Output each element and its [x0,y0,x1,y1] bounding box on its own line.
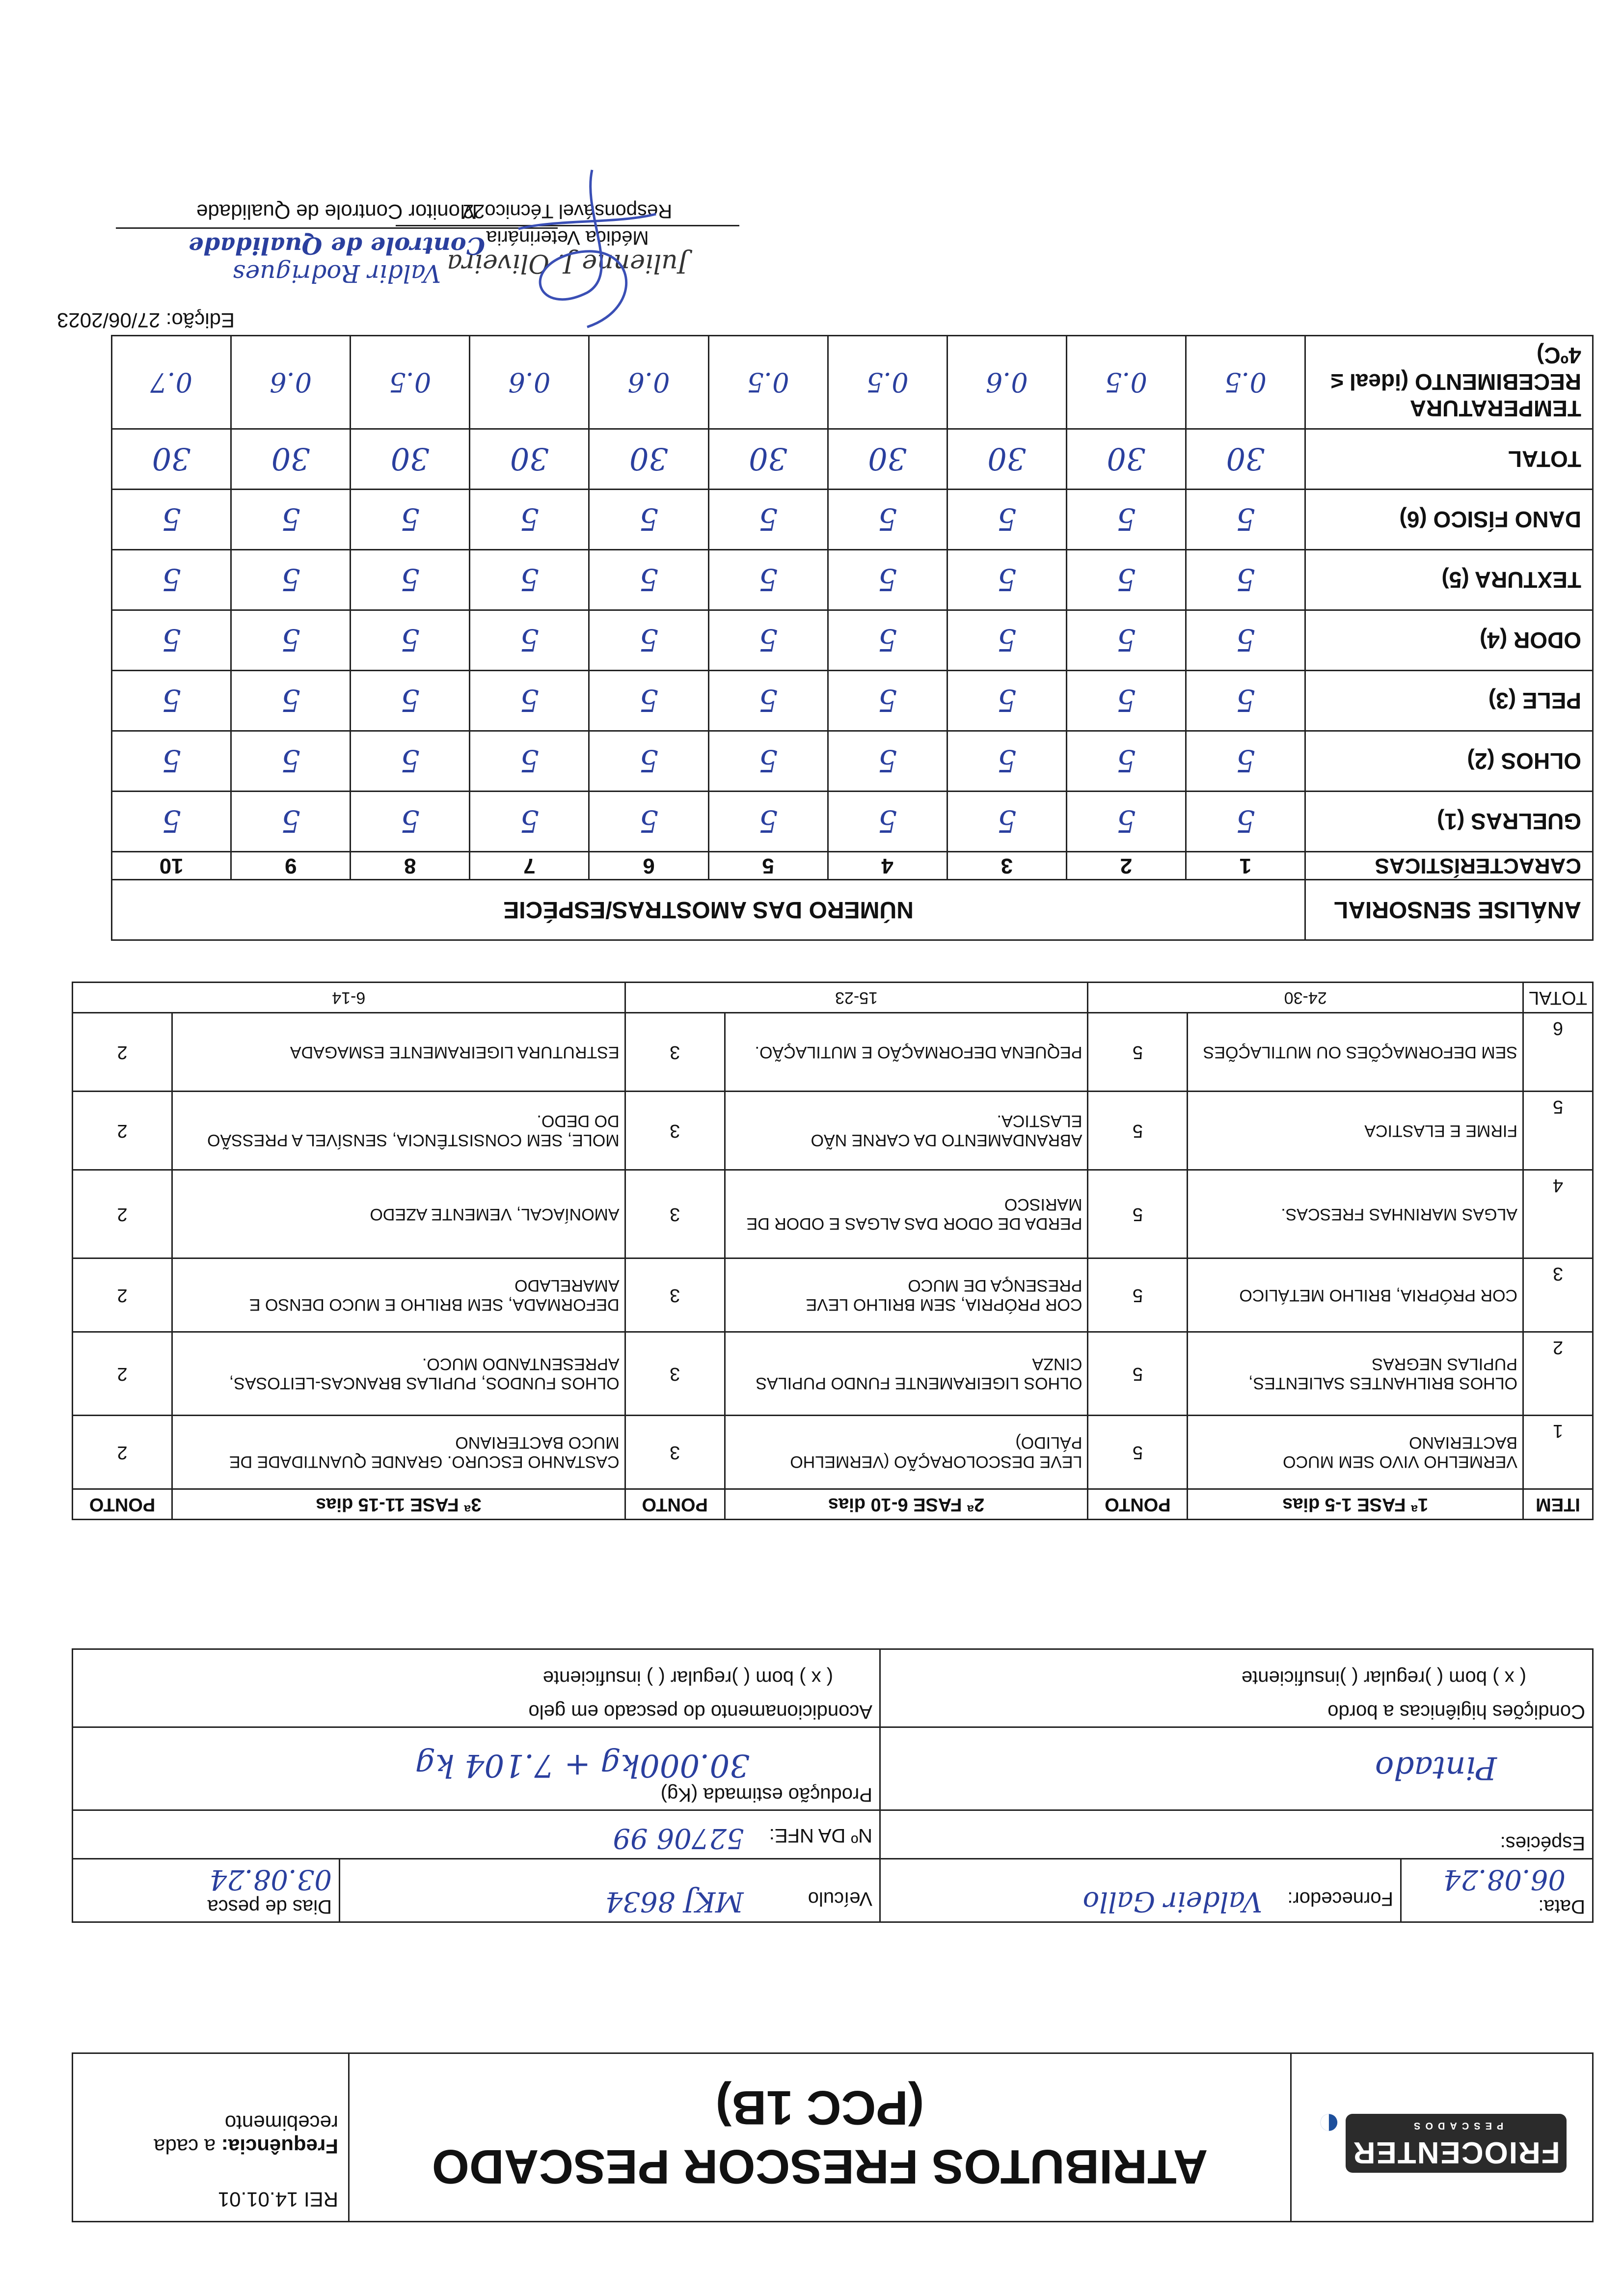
score-cell[interactable]: 5 [947,550,1066,610]
characteristics-label: CARACTERÍSTICAS [1305,852,1593,880]
score-cell[interactable]: 5 [708,550,828,610]
ice-options[interactable]: ( x ) bom ( )regular ( ) insuficiente [542,1667,833,1689]
date-label: Data: [1538,1896,1585,1917]
vet-role: Médica Veterinária [486,227,649,248]
score-cell[interactable]: 5 [589,610,708,671]
table-row [73,1013,1593,1092]
score-cell[interactable]: 5 [947,610,1066,671]
score-cell[interactable]: 5 [1186,610,1305,671]
hygiene-options[interactable]: ( x ) bom ( )regular ( )insuficiente [1241,1667,1526,1689]
score-cell[interactable]: 5 [1186,792,1305,852]
samples-title: NÚMERO DAS AMOSTRAS/ESPÉCIE [112,880,1305,940]
total-cell[interactable]: 30 [947,429,1066,490]
species-label: Espécies: [1500,1832,1585,1854]
phase-3-point: 2 [73,1092,172,1170]
phase-3-text: OLHOS FUNDOS, PUPILAS BRANCAS-LEITOSAS, APRESENTANDO MUCO. [172,1332,625,1416]
score-cell[interactable]: 5 [231,490,351,550]
item-number: 3 [1523,1258,1593,1332]
table-row [73,1258,1593,1332]
logo-text: FRIOCENTER [1352,2135,1560,2169]
total-cell[interactable]: 30 [231,429,351,490]
title-line-2: (PCC 1B) [715,2081,924,2135]
total-cell[interactable]: 30 [351,429,470,490]
form-code: REI 14.01.01 [217,2188,338,2211]
phase-2-text: PEQUENA DEFORMAÇÃO E MUTILAÇÃO. [725,1013,1088,1092]
form-header [72,2052,1594,2222]
hygiene-label: Condições higiênicas a bordo [1327,1701,1585,1722]
score-cell[interactable]: 5 [351,550,470,610]
nfe-label: Nº DA NFE: [769,1825,872,1846]
phase-3-text: MOLE, SEM CONSISTÊNCIA, SENSÍVEL A PRESSÃO DO DEDO. [172,1092,625,1170]
score-cell[interactable]: 5 [231,792,351,852]
supplier-value[interactable]: Valdeir Gallo [1082,1886,1263,1917]
vehicle-label: Veículo [808,1888,872,1910]
phase-2-point: 3 [625,1416,725,1489]
fishing-days-value[interactable]: 03.08.24 [209,1863,332,1895]
sensory-row-eyes [112,731,1593,792]
species-value[interactable]: Pintado [1375,1749,1497,1786]
total-range-row [73,983,1593,1013]
score-cell[interactable]: 5 [1066,550,1186,610]
phase-2-point: 3 [625,1258,725,1332]
logo-subtext: PESCADOS [1409,2120,1504,2131]
sensory-analysis-table [111,335,1594,941]
score-cell[interactable]: 5 [470,550,589,610]
info-table [72,1648,1594,1923]
nfe-value[interactable]: 52706 99 [613,1822,744,1854]
phase-3-text: CASTANHO ESCURO. GRANDE QUANTIDADE DE MUCO BACTERIANO [172,1416,625,1489]
score-cell[interactable]: 5 [112,792,231,852]
score-cell[interactable]: 5 [947,490,1066,550]
phase-2-point: 3 [625,1332,725,1416]
temperature-cell[interactable]: 0.5 [1186,336,1305,429]
phase-2-text: OLHOS LIGEIRAMENTE FUNDO PUPILAS CINZA [725,1332,1088,1416]
sample-number: 3 [947,852,1066,880]
phase-1-text: ALGAS MARINHAS FRESCAS. [1188,1170,1523,1258]
score-cell[interactable]: 5 [112,490,231,550]
fish-icon: ◐ [1317,2103,1341,2147]
table-row [73,1092,1593,1170]
sample-number: 9 [231,852,351,880]
logo-cell [1291,2053,1593,2222]
company-logo [1346,2114,1567,2173]
phase-3-text: AMONÍACAL, VEMENTE AZEDO [172,1170,625,1258]
col-point-3: PONTO [73,1489,172,1520]
sensory-row-physical-damage [112,490,1593,550]
score-cell[interactable]: 5 [1186,731,1305,792]
monitor-signature: Valdir Rodrigues [232,259,441,288]
phase-1-text: SEM DEFORMAÇÕES OU MUTILAÇÕES [1188,1013,1523,1092]
col-point-2: PONTO [625,1489,725,1520]
score-cell[interactable]: 5 [589,490,708,550]
score-cell[interactable]: 5 [828,610,947,671]
score-cell[interactable]: 5 [112,731,231,792]
score-cell[interactable]: 5 [231,550,351,610]
score-cell[interactable]: 5 [708,792,828,852]
sample-number: 1 [1186,852,1305,880]
score-cell[interactable]: 5 [1066,792,1186,852]
item-number: 5 [1523,1092,1593,1170]
temperature-cell[interactable]: 0.6 [470,336,589,429]
score-cell[interactable]: 5 [351,792,470,852]
sample-number: 5 [708,852,828,880]
technical-responsible-label: Responsável Técnico22 [396,200,739,226]
phase-3-point: 2 [73,1416,172,1489]
supplier-label: Fornecedor: [1287,1888,1393,1910]
score-cell[interactable]: 5 [351,671,470,731]
phase-3-point: 2 [73,1332,172,1416]
phase-2-point: 3 [625,1092,725,1170]
total-cell[interactable]: 30 [708,429,828,490]
phase-2-text: LEVE DESCOLORAÇÃO (VERMELHO PÁLIDO) [725,1416,1088,1489]
production-label: Produção estimada (Kg) [660,1784,872,1805]
item-number: 6 [1523,1013,1593,1092]
temperature-cell[interactable]: 0.5 [351,336,470,429]
ice-label: Acondicionamento do pescado em gelo [528,1701,872,1722]
col-phase-2: 2ª FASE 6-10 dias [725,1489,1088,1520]
score-cell[interactable]: 5 [589,792,708,852]
phase-1-text: OLHOS BRILHANTES SALIENTES, PUPILAS NEGRAS [1188,1332,1523,1416]
row-label: TEXTURA (5) [1305,550,1593,610]
sensory-row-skin [112,671,1593,731]
score-cell[interactable]: 5 [947,792,1066,852]
monitor-stamp: Controle de Qualidade [189,232,485,259]
total-range-phase-3: 6-14 [73,983,625,1013]
row-label: DANO FÍSICO (6) [1305,490,1593,550]
phase-2-text: ABRANDAMENTO DA CARNE NÃO ELASTICA. [725,1092,1088,1170]
score-cell[interactable]: 5 [231,610,351,671]
total-cell[interactable]: 30 [589,429,708,490]
col-phase-1: 1ª FASE 1-5 dias [1188,1489,1523,1520]
score-cell[interactable]: 5 [947,731,1066,792]
row-label: OLHOS (2) [1305,731,1593,792]
score-cell[interactable]: 5 [470,490,589,550]
sample-number: 10 [112,852,231,880]
score-cell[interactable]: 5 [1186,671,1305,731]
row-label: TOTAL [1305,429,1593,490]
sample-number: 2 [1066,852,1186,880]
score-cell[interactable]: 5 [947,671,1066,731]
sensory-row-texture [112,550,1593,610]
quality-criteria-table [72,982,1594,1520]
phase-2-point: 3 [625,1170,725,1258]
sensory-title: ANÁLISE SENSORIAL [1305,880,1593,940]
phase-1-point: 5 [1088,1332,1188,1416]
total-range-phase-1: 24-30 [1088,983,1523,1013]
col-phase-3: 3ª FASE 11-15 dias [172,1489,625,1520]
signature-scribble-icon [509,160,666,337]
frequency-value: a cada recebimento [154,2111,338,2158]
vet-name: Julienne J. Oliveira [447,248,688,278]
vet-signature-block [396,200,739,278]
score-cell[interactable]: 5 [231,731,351,792]
title-line-1: ATRIBUTOS FRESCOR PESCADO [432,2140,1208,2194]
phase-1-text: FIRME E ELASTICA [1188,1092,1523,1170]
col-item: ITEM [1523,1489,1593,1520]
phase-3-text: ESTRUTURA LIGEIRAMENTE ESMAGADA [172,1013,625,1092]
total-range-phase-2: 15-23 [625,983,1088,1013]
frequency-label: Frequência: [221,2135,338,2158]
date-value[interactable]: 06.08.24 [1443,1863,1566,1895]
score-cell[interactable]: 5 [828,731,947,792]
temperature-cell[interactable]: 0.6 [231,336,351,429]
score-cell[interactable]: 5 [1186,550,1305,610]
temperature-cell[interactable]: 0.5 [828,336,947,429]
form-title [349,2053,1291,2222]
temperature-cell[interactable]: 0.6 [947,336,1066,429]
score-cell[interactable]: 5 [470,792,589,852]
vehicle-value[interactable]: MKJ 8634 [605,1886,744,1917]
score-cell[interactable]: 5 [351,731,470,792]
phase-1-text: COR PRÓPRIA, BRILHO METÁLICO [1188,1258,1523,1332]
phase-1-point: 5 [1088,1170,1188,1258]
score-cell[interactable]: 5 [708,490,828,550]
item-number: 4 [1523,1170,1593,1258]
temperature-cell[interactable]: 0.5 [1066,336,1186,429]
score-cell[interactable]: 5 [351,610,470,671]
row-label: PELE (3) [1305,671,1593,731]
row-label: TEMPERATURA RECEBIMENTO (ideal ≤ 4ºC) [1305,336,1593,429]
sensory-row-odor [112,610,1593,671]
score-cell[interactable]: 5 [231,671,351,731]
edition-date: Edição: 27/06/2023 [57,309,235,332]
col-point-1: PONTO [1088,1489,1188,1520]
total-cell[interactable]: 30 [828,429,947,490]
score-cell[interactable]: 5 [112,610,231,671]
sample-number: 4 [828,852,947,880]
phase-2-text: COR PRÓPRIA, SEM BRILHO LEVE PRESENÇA DE MUCO [725,1258,1088,1332]
phase-1-point: 5 [1088,1416,1188,1489]
phase-3-text: DEFORMADA, SEM BRILHO E MUCO DENSO E AMARELADO [172,1258,625,1332]
score-cell[interactable]: 5 [1066,490,1186,550]
score-cell[interactable]: 5 [1066,731,1186,792]
sample-number: 8 [351,852,470,880]
phase-1-text: VERMELHO VIVO SEM MUCO BACTERIANO [1188,1416,1523,1489]
production-value[interactable]: 30.000kg + 7.104 kg [415,1747,750,1783]
item-number: 1 [1523,1416,1593,1489]
phase-2-point: 3 [625,1013,725,1092]
phase-3-point: 2 [73,1258,172,1332]
score-cell[interactable]: 5 [351,490,470,550]
score-cell[interactable]: 5 [589,671,708,731]
score-cell[interactable]: 5 [589,731,708,792]
table-row [73,1332,1593,1416]
row-label: GUELRAS (1) [1305,792,1593,852]
phase-2-text: PERDA DE ODOR DAS ALGAS E ODOR DE MARISCO [725,1170,1088,1258]
total-cell[interactable]: 30 [470,429,589,490]
score-cell[interactable]: 5 [828,490,947,550]
table-row [73,1416,1593,1489]
score-cell[interactable]: 5 [470,671,589,731]
temperature-cell[interactable]: 0.6 [589,336,708,429]
phase-1-point: 5 [1088,1013,1188,1092]
fishing-days-label: Dias de pesca [207,1896,332,1917]
sample-number: 6 [589,852,708,880]
score-cell[interactable]: 5 [1066,671,1186,731]
total-label: TOTAL [1523,983,1593,1013]
total-cell[interactable]: 30 [1186,429,1305,490]
total-cell[interactable]: 30 [112,429,231,490]
monitor-label: Monitor Controle de Qualidade [116,200,558,229]
temperature-cell[interactable]: 0.7 [112,336,231,429]
phase-3-point: 2 [73,1013,172,1092]
score-cell[interactable]: 5 [1066,610,1186,671]
temperature-cell[interactable]: 0.5 [708,336,828,429]
score-cell[interactable]: 5 [708,731,828,792]
score-cell[interactable]: 5 [828,550,947,610]
form-meta [73,2053,349,2222]
score-cell[interactable]: 5 [1186,490,1305,550]
item-number: 2 [1523,1332,1593,1416]
row-label: ODOR (4) [1305,610,1593,671]
sample-number: 7 [470,852,589,880]
table-row [73,1170,1593,1258]
score-cell[interactable]: 5 [708,671,828,731]
phase-1-point: 5 [1088,1258,1188,1332]
total-cell[interactable]: 30 [1066,429,1186,490]
score-cell[interactable]: 5 [112,671,231,731]
score-cell[interactable]: 5 [589,550,708,610]
phase-1-point: 5 [1088,1092,1188,1170]
score-cell[interactable]: 5 [828,792,947,852]
sensory-row-gills [112,792,1593,852]
score-cell[interactable]: 5 [470,610,589,671]
phase-3-point: 2 [73,1170,172,1258]
score-cell[interactable]: 5 [470,731,589,792]
score-cell[interactable]: 5 [828,671,947,731]
sensory-row-total [112,429,1593,490]
sensory-row-temperature [112,336,1593,429]
score-cell[interactable]: 5 [112,550,231,610]
score-cell[interactable]: 5 [708,610,828,671]
quality-header-row [73,1489,1593,1520]
